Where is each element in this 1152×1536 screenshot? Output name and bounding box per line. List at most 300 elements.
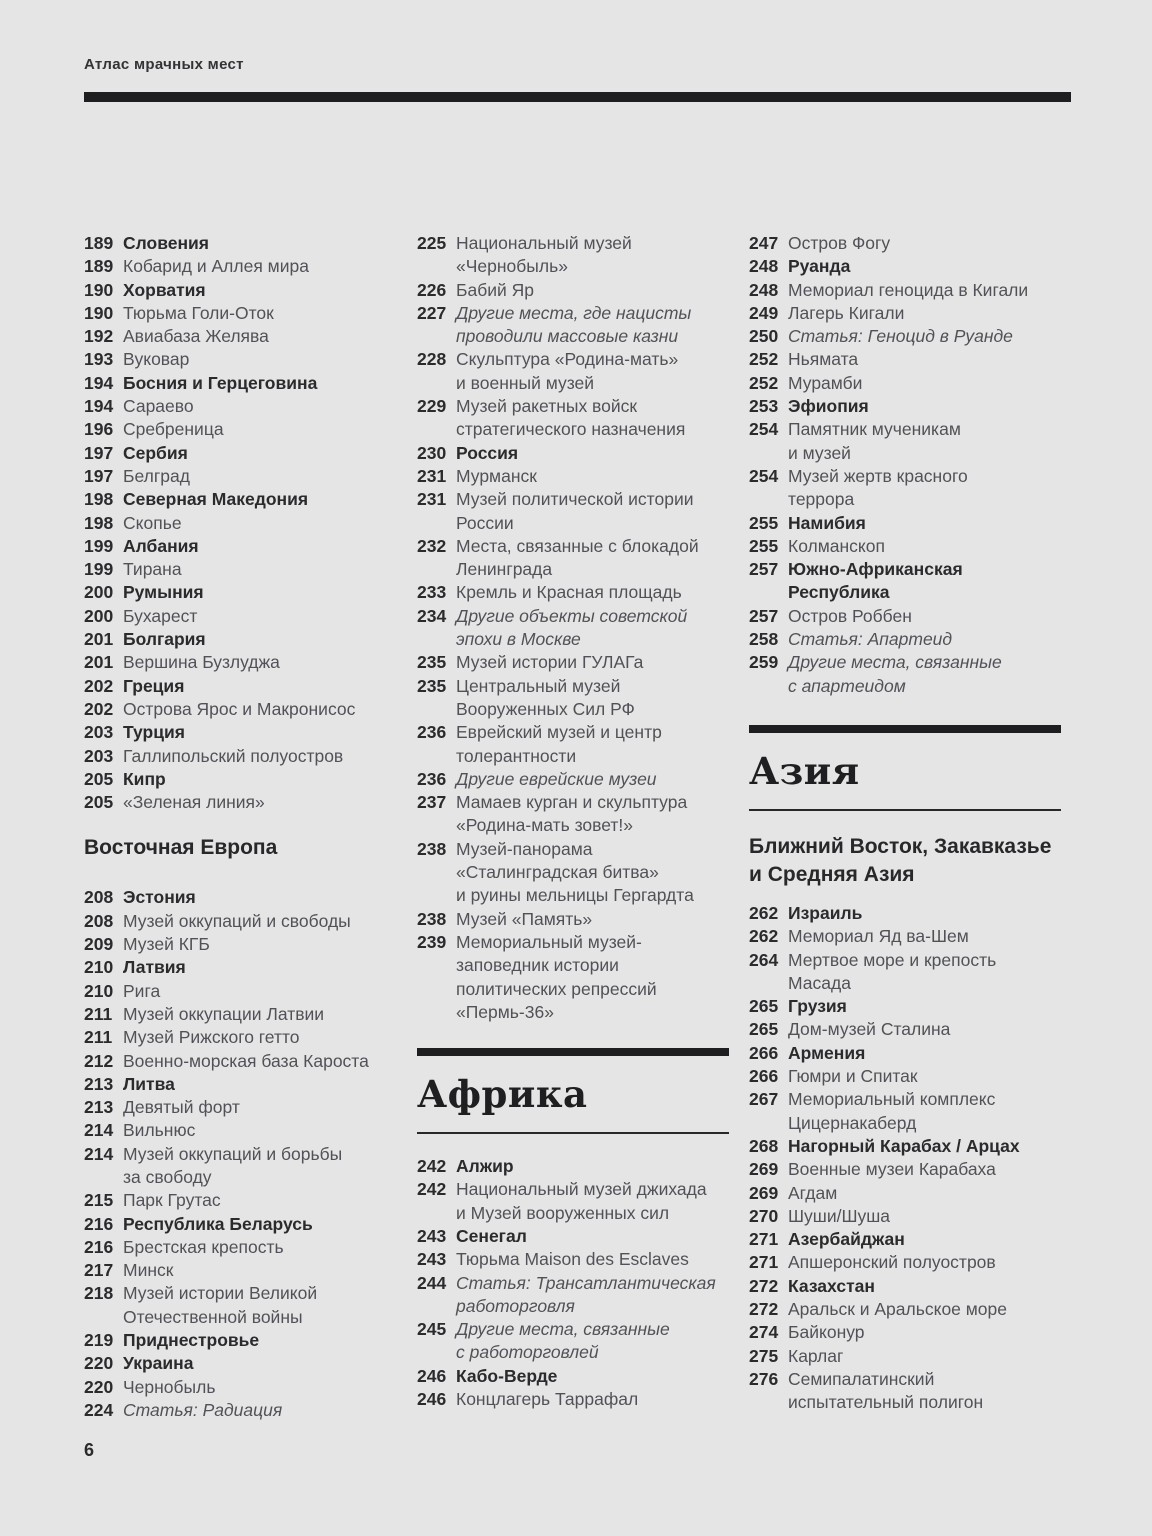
toc-entry — [417, 1272, 729, 1319]
toc-entry — [84, 581, 396, 604]
toc-entry-title: Алжир — [456, 1156, 514, 1177]
toc-page-number: 246 — [417, 1365, 447, 1386]
toc-list-africa — [417, 1155, 729, 1411]
toc-page-number: 228 — [417, 349, 447, 370]
toc-entry — [749, 628, 1061, 651]
toc-entry-title: Места, связанные с блокадой Ленинграда — [456, 535, 699, 580]
toc-page-number: 238 — [417, 838, 447, 859]
toc-entry — [84, 1073, 396, 1096]
toc-entry-title: Другие места, связанные с апартеидом — [788, 652, 1002, 696]
toc-entry-title: Южно-Африканская Республика — [788, 559, 963, 603]
toc-entry — [84, 1119, 396, 1142]
toc-entry-title: Музей ракетных войск стратегического назначения — [456, 396, 686, 440]
toc-entry-title: Израиль — [788, 902, 863, 923]
toc-column-2 — [417, 232, 729, 1411]
toc-entry-title: Статья: Геноцид в Руанде — [788, 326, 1013, 347]
toc-page-number: 189 — [84, 233, 114, 253]
toc-entry-title: Памятник мученикам и музей — [788, 419, 961, 463]
toc-entry — [749, 1088, 1061, 1135]
toc-entry — [749, 535, 1061, 558]
toc-page-number: 242 — [417, 1156, 447, 1177]
toc-page-number: 259 — [749, 652, 779, 673]
toc-entry-title: Музей-панорама «Сталинградская битва» и руины мельницы Гергардта — [456, 838, 694, 906]
toc-entry — [417, 348, 729, 395]
section-heading-rule — [417, 1132, 729, 1134]
toc-entry — [417, 931, 729, 1024]
toc-entry — [417, 838, 729, 908]
toc-entry — [749, 255, 1061, 278]
toc-entry — [417, 651, 729, 674]
toc-page-number: 275 — [749, 1345, 779, 1366]
toc-page-number: 262 — [749, 902, 779, 923]
toc-page-number: 252 — [749, 372, 779, 393]
toc-page-number: 254 — [749, 465, 779, 486]
toc-page-number: 199 — [84, 535, 114, 556]
toc-entry-title: Гюмри и Спитак — [788, 1066, 918, 1087]
folio-page-number: 6 — [84, 1440, 95, 1460]
toc-entry — [749, 1158, 1061, 1181]
toc-entry-title: Музей истории Великой Отечественной войны — [123, 1283, 318, 1327]
toc-entry-title: Концлагерь Таррафал — [456, 1389, 639, 1410]
toc-page-number: 213 — [84, 1097, 114, 1118]
toc-entry — [417, 1365, 729, 1388]
toc-entry — [84, 698, 396, 721]
toc-entry — [417, 465, 729, 488]
toc-page-number: 237 — [417, 792, 447, 813]
toc-entry-title: Белград — [123, 465, 190, 486]
toc-entry — [417, 442, 729, 465]
toc-entry-title: Военные музеи Карабаха — [788, 1159, 996, 1180]
section-heading-rule — [749, 809, 1061, 811]
toc-entry-title: Карлаг — [788, 1345, 844, 1366]
toc-page-number: 192 — [84, 326, 114, 347]
toc-page-number: 249 — [749, 302, 779, 323]
toc-entry-title: Греция — [123, 675, 185, 696]
toc-page-number: 211 — [84, 1003, 113, 1024]
toc-page-number: 208 — [84, 910, 114, 931]
toc-entry-title: Музей оккупаций и свободы — [123, 910, 351, 931]
toc-page-number: 239 — [417, 931, 447, 952]
toc-entry — [84, 651, 396, 674]
toc-page-number: 245 — [417, 1319, 447, 1340]
toc-entry-title: Острова Ярос и Макронисос — [123, 698, 356, 719]
toc-entry — [84, 1096, 396, 1119]
toc-entry-title: Северная Македония — [123, 489, 309, 510]
toc-entry — [417, 675, 729, 722]
toc-entry — [84, 886, 396, 909]
toc-entry — [749, 1042, 1061, 1065]
toc-entry-title: Приднестровье — [123, 1330, 260, 1351]
toc-entry — [84, 372, 396, 395]
toc-entry-title: Казахстан — [788, 1275, 875, 1296]
toc-page-number: 274 — [749, 1322, 779, 1343]
toc-entry-title: Армения — [788, 1042, 866, 1063]
toc-page-number: 258 — [749, 629, 779, 650]
toc-entry — [749, 1251, 1061, 1274]
toc-page-number: 189 — [84, 256, 114, 277]
toc-entry — [749, 302, 1061, 325]
toc-entry — [84, 1003, 396, 1026]
toc-entry-title: Ньямата — [788, 349, 859, 370]
toc-page-number: 265 — [749, 1019, 779, 1040]
toc-entry — [84, 628, 396, 651]
toc-entry — [417, 302, 729, 349]
toc-entry-title: Мурманск — [456, 465, 537, 486]
toc-entry — [749, 1182, 1061, 1205]
toc-page-number: 232 — [417, 535, 447, 556]
toc-entry-title: Музей оккупации Латвии — [123, 1003, 325, 1024]
toc-entry — [84, 1352, 396, 1375]
toc-entry-title: Рига — [123, 980, 161, 1001]
toc-page-number: 235 — [417, 652, 447, 673]
toc-entry-title: Эстония — [123, 887, 196, 908]
toc-entry-title: Мемориал геноцида в Кигали — [788, 279, 1029, 300]
toc-entry-title: Украина — [123, 1353, 194, 1374]
toc-entry — [84, 1189, 396, 1212]
toc-entry — [417, 1178, 729, 1225]
toc-page-number: 213 — [84, 1073, 114, 1094]
toc-entry — [749, 605, 1061, 628]
toc-entry-title: Шуши/Шуша — [788, 1205, 891, 1226]
toc-entry-title: Вильнюс — [123, 1120, 196, 1141]
section-heading-africa: Африка — [417, 1072, 588, 1117]
toc-entry-title: Еврейский музей и центр толерантности — [456, 722, 662, 766]
toc-entry — [417, 232, 729, 279]
toc-entry — [84, 910, 396, 933]
toc-page-number: 225 — [417, 233, 447, 253]
toc-page-number: 210 — [84, 980, 114, 1001]
toc-page-number: 266 — [749, 1042, 779, 1063]
toc-entry — [84, 721, 396, 744]
toc-entry — [749, 512, 1061, 535]
toc-page-number: 257 — [749, 559, 779, 580]
toc-entry — [84, 1236, 396, 1259]
toc-entry — [84, 768, 396, 791]
toc-page-number: 269 — [749, 1159, 779, 1180]
toc-page-number: 197 — [84, 465, 114, 486]
toc-entry — [84, 1376, 396, 1399]
toc-entry-title: Латвия — [123, 957, 186, 978]
toc-page-number: 272 — [749, 1275, 779, 1296]
toc-page-number: 205 — [84, 768, 114, 789]
toc-page-number: 202 — [84, 675, 114, 696]
toc-entry-title: Статья: Радиация — [123, 1399, 283, 1420]
toc-entry — [84, 348, 396, 371]
toc-entry-title: Музей оккупаций и борьбы за свободу — [123, 1143, 343, 1187]
toc-entry — [749, 325, 1061, 348]
toc-page-number: 201 — [84, 629, 114, 650]
toc-entry-title: Чернобыль — [123, 1376, 216, 1397]
toc-entry-title: Босния и Герцеговина — [123, 372, 318, 393]
toc-entry-title: Аральск и Аральское море — [788, 1298, 1007, 1319]
toc-page-number: 190 — [84, 302, 114, 323]
toc-page-number: 210 — [84, 957, 114, 978]
toc-entry-title: Скульптура «Родина-мать» и военный музей — [456, 349, 679, 393]
toc-page-number: 217 — [84, 1260, 114, 1281]
toc-page-number: 196 — [84, 419, 114, 440]
toc-entry-title: Турция — [123, 722, 185, 743]
toc-entry — [749, 372, 1061, 395]
toc-entry-title: Сенегал — [456, 1225, 527, 1246]
toc-entry — [84, 1050, 396, 1073]
toc-entry-title: Кипр — [123, 768, 166, 789]
toc-entry-title: Словения — [123, 233, 210, 253]
toc-entry-title: Нагорный Карабах / Арцах — [788, 1135, 1020, 1156]
toc-page-number: 266 — [749, 1066, 779, 1087]
toc-page-number: 202 — [84, 698, 114, 719]
section-divider-bar — [417, 1048, 729, 1056]
toc-entry-title: Мемориальный комплекс Цицернакаберд — [788, 1089, 996, 1133]
toc-entry — [84, 745, 396, 768]
toc-entry-title: Болгария — [123, 629, 206, 650]
toc-page-number: 264 — [749, 949, 779, 970]
toc-entry — [84, 535, 396, 558]
toc-page-number: 208 — [84, 887, 114, 908]
toc-entry — [749, 651, 1061, 698]
toc-entry — [749, 949, 1061, 996]
toc-entry — [749, 995, 1061, 1018]
toc-entry — [417, 721, 729, 768]
toc-entry-title: Остров Роббен — [788, 605, 912, 626]
toc-entry — [84, 1259, 396, 1282]
toc-entry — [749, 232, 1061, 255]
toc-entry — [749, 1228, 1061, 1251]
toc-entry — [749, 1368, 1061, 1415]
toc-entry-title: Другие еврейские музеи — [456, 768, 657, 789]
toc-entry-title: Музей КГБ — [123, 934, 210, 955]
toc-entry-title: Национальный музей «Чернобыль» — [456, 233, 632, 277]
toc-entry-title: Хорватия — [123, 279, 206, 300]
toc-entry-title: Скопье — [123, 512, 182, 533]
toc-page-number: 246 — [417, 1389, 447, 1410]
toc-page-number: 271 — [749, 1229, 779, 1250]
toc-entry-title: Статья: Апартеид — [788, 629, 953, 650]
toc-entry-title: Музей истории ГУЛАГа — [456, 652, 644, 673]
toc-page-number: 244 — [417, 1272, 447, 1293]
toc-page-number: 243 — [417, 1249, 447, 1270]
subsection-header-eastern-europe: Восточная Европа — [84, 836, 278, 860]
toc-entry — [84, 1143, 396, 1190]
toc-entry-title: Парк Грутас — [123, 1190, 221, 1211]
toc-entry-title: Девятый форт — [123, 1097, 240, 1118]
toc-entry — [84, 1329, 396, 1352]
toc-entry — [84, 605, 396, 628]
toc-entry — [749, 1345, 1061, 1368]
toc-entry — [84, 1213, 396, 1236]
toc-entry — [749, 1321, 1061, 1344]
toc-entry-title: Остров Фогу — [788, 233, 891, 253]
toc-entry-title: Байконур — [788, 1322, 865, 1343]
toc-page-number: 265 — [749, 996, 779, 1017]
toc-entry — [749, 418, 1061, 465]
toc-page-number: 269 — [749, 1182, 779, 1203]
toc-entry — [749, 1205, 1061, 1228]
toc-page-number: 270 — [749, 1205, 779, 1226]
toc-entry — [84, 255, 396, 278]
toc-entry-title: Бабий Яр — [456, 279, 535, 300]
toc-entry-title: Музей Рижского гетто — [123, 1027, 300, 1048]
toc-entry-title: Вуковар — [123, 349, 190, 370]
toc-page-number: 226 — [417, 279, 447, 300]
toc-entry-title: Колманскоп — [788, 535, 885, 556]
toc-page-number: 255 — [749, 512, 779, 533]
toc-entry — [84, 465, 396, 488]
toc-page-number: 194 — [84, 372, 114, 393]
toc-entry-title: Национальный музей джихада и Музей вооруженных сил — [456, 1179, 707, 1223]
toc-entry — [84, 512, 396, 535]
toc-entry — [749, 558, 1061, 605]
toc-page-number: 231 — [417, 465, 447, 486]
toc-page-number: 267 — [749, 1089, 779, 1110]
toc-page-number: 248 — [749, 256, 779, 277]
toc-entry — [749, 1065, 1061, 1088]
toc-entry-title: Россия — [456, 442, 519, 463]
toc-page-number: 200 — [84, 605, 114, 626]
toc-entry — [417, 791, 729, 838]
toc-entry-title: Галлипольский полуостров — [123, 745, 344, 766]
toc-list-ukraine-russia — [417, 232, 729, 1024]
toc-entry-title: Музей жертв красного террора — [788, 465, 968, 510]
toc-page-number: 214 — [84, 1143, 114, 1164]
toc-list-europe-continued — [84, 232, 396, 814]
toc-entry-title: Мемориал Яд ва-Шем — [788, 926, 969, 947]
toc-entry-title: Сербия — [123, 442, 188, 463]
toc-page-number: 199 — [84, 559, 114, 580]
toc-entry — [84, 956, 396, 979]
toc-entry-title: Центральный музей Вооруженных Сил РФ — [456, 675, 635, 719]
toc-entry-title: Музей «Память» — [456, 908, 593, 929]
toc-page-number: 255 — [749, 535, 779, 556]
toc-entry — [417, 1155, 729, 1178]
toc-entry-title: Республика Беларусь — [123, 1213, 313, 1234]
subsection-header-middle-east — [749, 833, 1061, 889]
toc-entry — [417, 1318, 729, 1365]
toc-entry-title: Руанда — [788, 256, 851, 277]
toc-page-number: 262 — [749, 926, 779, 947]
toc-entry-title: Мертвое море и крепость Масада — [788, 949, 997, 993]
toc-entry-title: Румыния — [123, 582, 204, 603]
toc-page-number: 231 — [417, 489, 447, 510]
toc-entry — [749, 348, 1061, 371]
toc-list-africa-continued — [749, 232, 1061, 698]
toc-entry — [749, 902, 1061, 925]
toc-page-number: 219 — [84, 1330, 114, 1351]
toc-entry-title: Музей политической истории России — [456, 489, 694, 533]
toc-entry-title: Кобарид и Аллея мира — [123, 256, 309, 277]
toc-entry — [84, 675, 396, 698]
toc-entry — [417, 488, 729, 535]
toc-page-number: 248 — [749, 279, 779, 300]
toc-page-number: 224 — [84, 1399, 114, 1420]
toc-page-number: 253 — [749, 396, 779, 417]
toc-page-number: 190 — [84, 279, 114, 300]
toc-page-number: 200 — [84, 582, 114, 603]
toc-page-number: 257 — [749, 605, 779, 626]
toc-entry — [84, 1399, 396, 1422]
toc-page-number: 272 — [749, 1298, 779, 1319]
toc-entry — [417, 1388, 729, 1411]
toc-page-number: 203 — [84, 745, 114, 766]
toc-entry — [749, 1275, 1061, 1298]
toc-entry — [84, 442, 396, 465]
toc-entry-title: Брестская крепость — [123, 1236, 284, 1257]
toc-entry-title: Грузия — [788, 996, 847, 1017]
toc-page-number: 247 — [749, 233, 779, 253]
toc-entry-title: Статья: Трансатлантическая работорговля — [456, 1272, 716, 1316]
toc-column-1 — [84, 232, 396, 1422]
section-divider-bar — [749, 725, 1061, 733]
toc-page-number: 233 — [417, 582, 447, 603]
toc-entry-title: Намибия — [788, 512, 866, 533]
toc-page-number: 252 — [749, 349, 779, 370]
toc-page-number: 229 — [417, 396, 447, 417]
toc-entry — [417, 605, 729, 652]
toc-entry — [84, 1026, 396, 1049]
top-rule — [84, 92, 1071, 102]
toc-page-number: 198 — [84, 512, 114, 533]
toc-entry-title: Лагерь Кигали — [788, 302, 905, 323]
toc-entry — [84, 418, 396, 441]
toc-entry-title: Литва — [123, 1073, 175, 1094]
toc-entry-title: Кремль и Красная площадь — [456, 582, 682, 603]
toc-page-number: 205 — [84, 792, 114, 813]
toc-entry-title: Вершина Бузлуджа — [123, 652, 280, 673]
toc-entry-title: Тюрьма Голи-Оток — [123, 302, 274, 323]
toc-entry-title: Сребреница — [123, 419, 224, 440]
toc-entry — [749, 465, 1061, 512]
toc-entry-title: Авиабаза Желява — [123, 326, 269, 347]
toc-page-number: 234 — [417, 605, 447, 626]
toc-page-number: 193 — [84, 349, 114, 370]
toc-page-number: 236 — [417, 722, 447, 743]
toc-page-number: 276 — [749, 1368, 779, 1389]
toc-page-number: 250 — [749, 326, 779, 347]
toc-page-number: 220 — [84, 1376, 114, 1397]
toc-entry — [84, 488, 396, 511]
running-header: Атлас мрачных мест — [84, 56, 244, 73]
toc-entry-title: Минск — [123, 1260, 174, 1281]
toc-entry — [84, 980, 396, 1003]
toc-page-number: 194 — [84, 396, 114, 417]
toc-entry-title: Другие объекты советской эпохи в Москве — [456, 605, 688, 650]
toc-entry — [417, 1225, 729, 1248]
toc-entry-title: Бухарест — [123, 605, 198, 626]
toc-entry — [84, 1282, 396, 1329]
toc-entry-title: Агдам — [788, 1182, 838, 1203]
toc-entry-title: Другие места, связанные с работорговлей — [456, 1319, 670, 1363]
toc-entry — [84, 395, 396, 418]
toc-page-number: 271 — [749, 1252, 779, 1273]
toc-entry — [417, 581, 729, 604]
toc-entry-title: Военно-морская база Кароста — [123, 1050, 369, 1071]
toc-entry-title: Тюрьма Maison des Esclaves — [456, 1249, 689, 1270]
toc-entry-title: Азербайджан — [788, 1229, 905, 1250]
toc-entry — [84, 558, 396, 581]
toc-entry-title: Кабо-Верде — [456, 1365, 558, 1386]
toc-list-eastern-europe — [84, 886, 396, 1422]
toc-column-3 — [749, 232, 1061, 1414]
toc-entry — [84, 279, 396, 302]
toc-entry — [84, 232, 396, 255]
toc-page-number: 216 — [84, 1213, 114, 1234]
toc-entry — [84, 933, 396, 956]
toc-page-number: 211 — [84, 1027, 113, 1048]
toc-entry-title: Эфиопия — [788, 396, 869, 417]
toc-page-number: 201 — [84, 652, 114, 673]
subsection-header-line1: Ближний Восток, Закавказье — [749, 834, 1052, 858]
toc-entry — [749, 1135, 1061, 1158]
toc-page-number: 220 — [84, 1353, 114, 1374]
